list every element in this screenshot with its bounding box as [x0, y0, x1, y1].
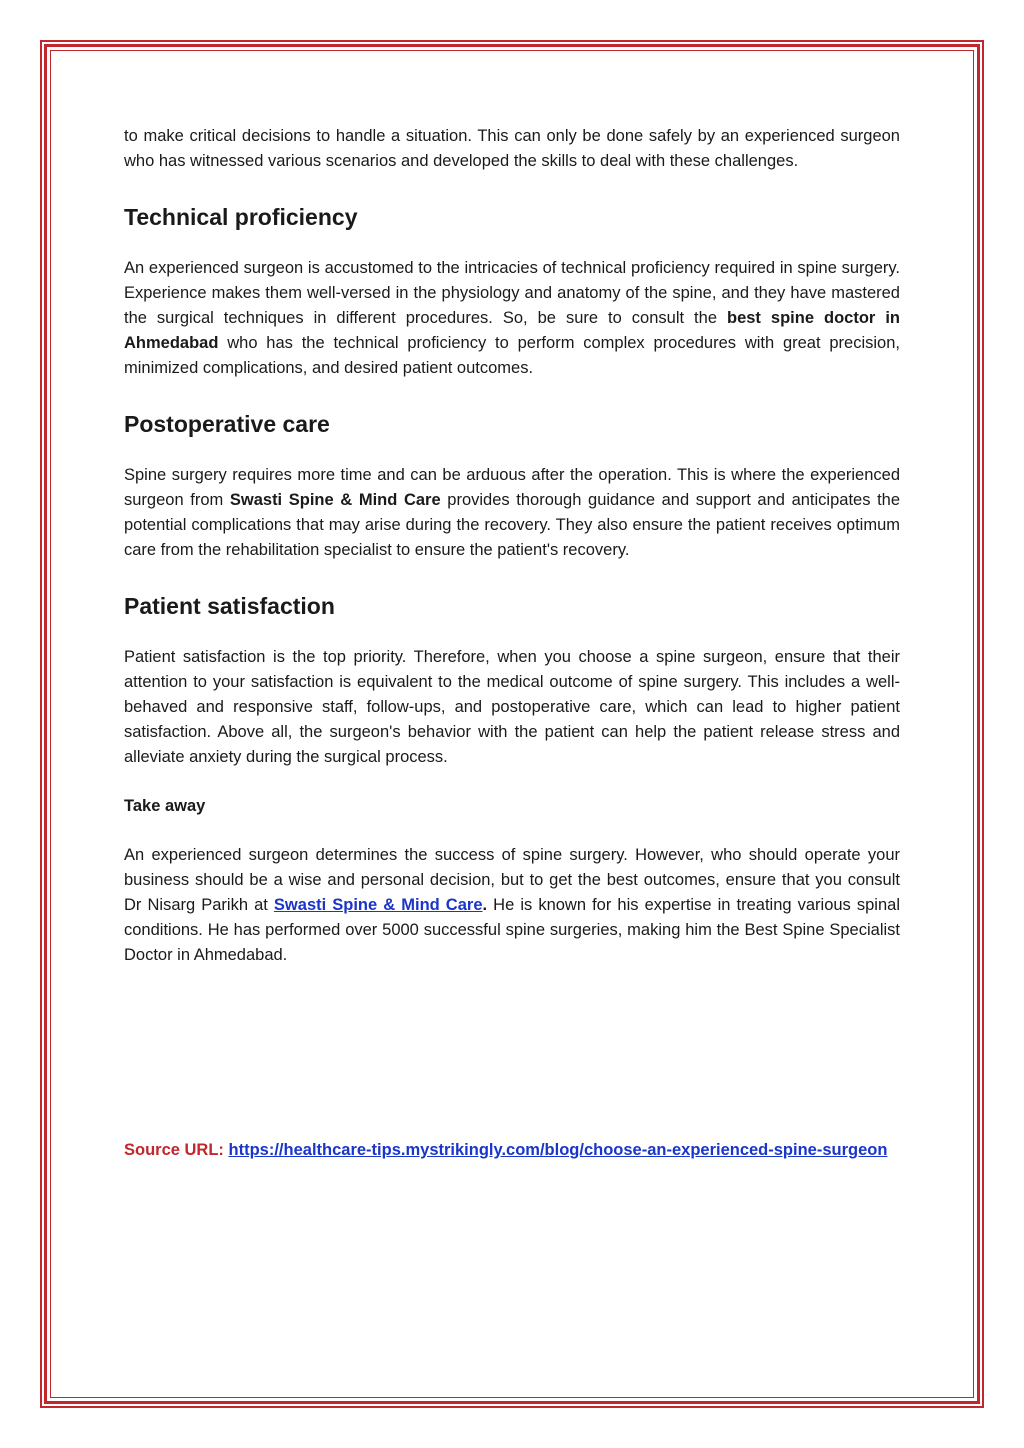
source-line — [124, 1138, 900, 1163]
source-label: Source URL: — [124, 1141, 224, 1159]
takeaway-paragraph: An experienced surgeon determines the success of spine surgery. However, who should operate your business should be a wise and personal decision, but to get the best outcomes, ensure that you consult Dr Nisarg Parikh at Swasti Spine & Mind Care. He is known for his expertise in treating various spinal conditions. He has performed over 5000 successful spine surgeries, making him the Best Spine Specialist Doctor in Ahmedabad. — [124, 846, 900, 964]
clinic-link[interactable]: Swasti Spine & Mind Care — [273, 896, 483, 914]
source-url-link[interactable]: https://healthcare-tips.mystrikingly.com/blog/choose-an-experienced-spine-surgeon — [228, 1141, 888, 1159]
satisfaction-paragraph: Patient satisfaction is the top priority. Therefore, when you choose a spine surgeon, ensure that their attention to your satisfaction is equivalent to the medical outcome of spine surgery. This includes a well-behaved and responsive staff, follow-ups, and postoperative care, which can lead to higher patient satisfaction. Above all, the surgeon's behavior with the patient can help the patient release stress and alleviate anxiety during the surgical process. — [124, 648, 900, 766]
heading-take-away: Take away — [124, 797, 206, 815]
document-body — [124, 124, 900, 1163]
heading-technical-proficiency: Technical proficiency — [124, 204, 358, 230]
keyword-clinic-name: Swasti Spine & Mind Care — [229, 491, 441, 509]
postop-paragraph: Spine surgery requires more time and can be arduous after the operation. This is where the experienced surgeon from Swasti Spine & Mind Care provides thorough guidance and support and anticipates the potential complications that may arise during the recovery. They also ensure the patient receives optimum care from the rehabilitation specialist to ensure the patient's recovery. — [124, 466, 901, 559]
heading-postoperative-care: Postoperative care — [124, 411, 330, 437]
technical-paragraph: An experienced surgeon is accustomed to the intricacies of technical proficiency required in spine surgery. Experience makes them well-versed in the physiology and anatomy of the spine, and they have mastered the surgical techniques in different procedures. So, be sure to consult the best spine doctor in Ahmedabad who has the technical proficiency to perform complex procedures with great precision, minimized complications, and desired patient outcomes. — [124, 259, 900, 377]
keyword-best-spine-doctor: best spine doctor in Ahmedabad — [124, 309, 900, 352]
intro-paragraph: to make critical decisions to handle a situation. This can only be done safely by an experienced surgeon who has witnessed various scenarios and developed the skills to deal with these challenges. — [124, 127, 900, 170]
heading-patient-satisfaction: Patient satisfaction — [124, 593, 335, 619]
